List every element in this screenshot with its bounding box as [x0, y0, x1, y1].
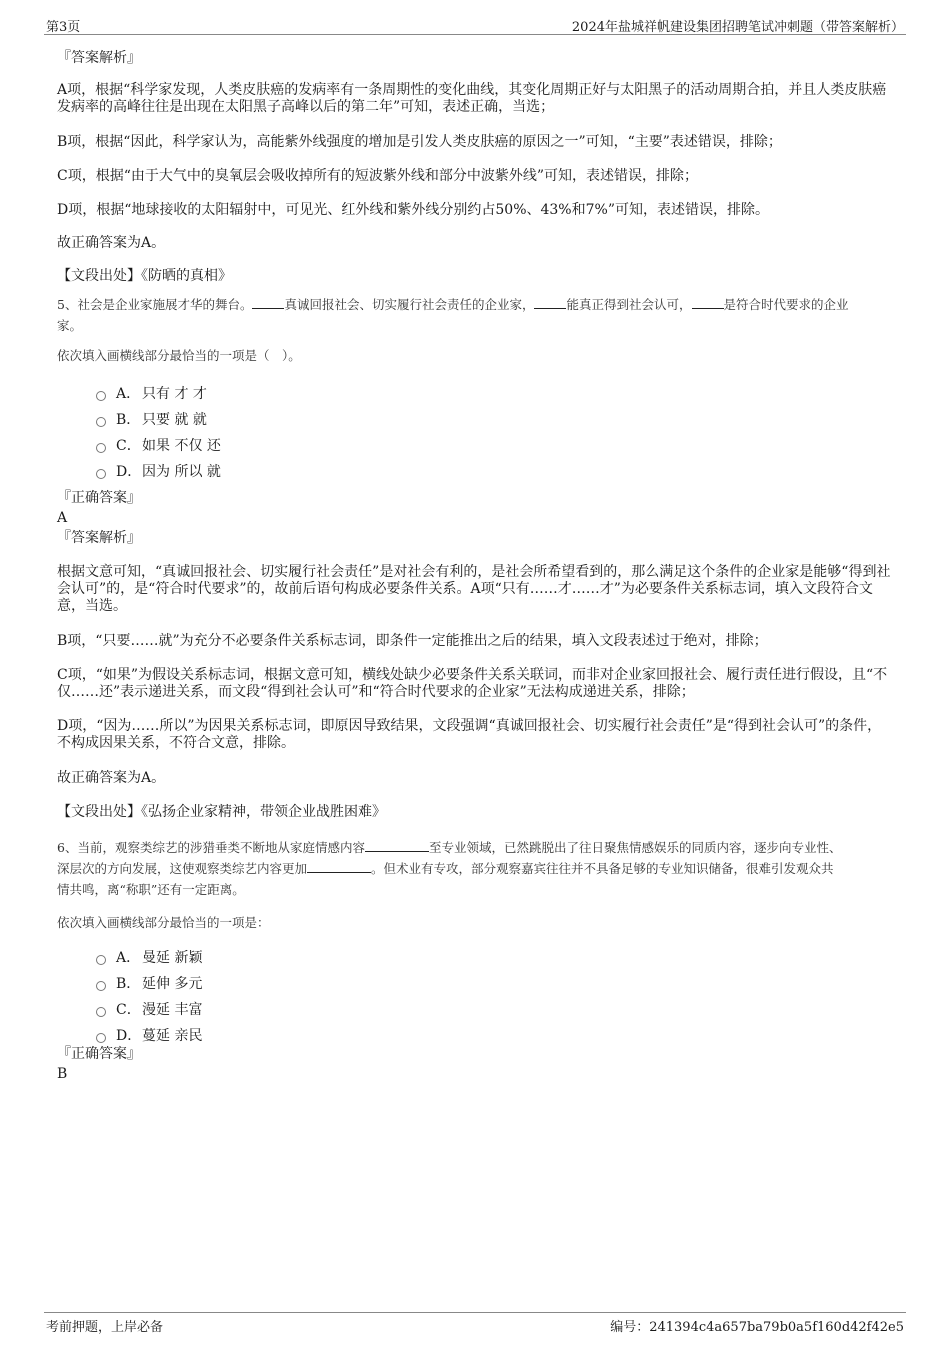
radio-icon[interactable] [96, 1007, 106, 1017]
q4-source: 【文段出处】《防晒的真相》 [57, 268, 232, 284]
radio-icon[interactable] [96, 443, 106, 453]
q6-option-c[interactable]: C． 漫延 丰富 [96, 1000, 202, 1020]
q4-analysis-c: C项，根据“由于大气中的臭氧层会吸收掉所有的短波紫外线和部分中波紫外线”可知，表述错误，排除； [57, 168, 699, 184]
footer-slogan: 考前押题，上岸必备 [46, 1320, 164, 1335]
q6-stem: 6、当前，观察类综艺的涉猎垂类不断地从家庭情感内容 至专业领域，已然跳脱出了往日聚焦情感娱乐的同质内容，逐步向专业性、 深层次的方向发展，这使观察类综艺内容更加 。但术业有专攻，部分观察嘉宾往往并不具备足够的专业知识储备，很难引发观众共 情共鸣，离“称职”还有一定距离。 [57, 840, 842, 897]
radio-icon[interactable] [96, 1033, 106, 1043]
q5-blank-1 [252, 295, 284, 309]
radio-icon[interactable] [96, 391, 106, 401]
q6-answer-label: 『正确答案』 [57, 1046, 141, 1062]
radio-icon[interactable] [96, 417, 106, 427]
q5-blank-2 [534, 295, 566, 309]
q5-conclusion: 故正确答案为A。 [57, 770, 166, 786]
q5-option-c[interactable]: C． 如果 不仅 还 [96, 436, 221, 456]
q5-option-b[interactable]: B． 只要 就 就 [96, 410, 207, 430]
q5-analysis-label: 『答案解析』 [57, 530, 141, 546]
q5-analysis-p4: D项，“因为……所以”为因果关系标志词，即原因导致结果，文段强调“真诚回报社会、切实履行社会责任”是“得到社会认可”的条件，不构成因果关系，不符合文意，排除。 [57, 718, 882, 751]
q4-analysis-a: A项，根据“科学家发现，人类皮肤癌的发病率有一条周期性的变化曲线，其变化周期正好与太阳黑子的活动周期合拍，并且人类皮肤癌发病率的高峰往往是出现在太阳黑子高峰以后的第二年”可知，表述正确，当选； [57, 82, 887, 115]
q6-blank-1 [365, 838, 429, 852]
q6-option-a[interactable]: A． 曼延 新颖 [96, 948, 202, 968]
radio-icon[interactable] [96, 955, 106, 965]
radio-icon[interactable] [96, 981, 106, 991]
q5-answer-label: 『正确答案』 [57, 490, 141, 506]
q5-option-d[interactable]: D． 因为 所以 就 [96, 462, 221, 482]
q5-answer: A [57, 510, 68, 526]
q6-option-d[interactable]: D． 蔓延 亲民 [96, 1026, 202, 1046]
q5-option-a[interactable]: A． 只有 才 才 [96, 384, 207, 404]
q6-answer: B [57, 1066, 68, 1082]
q5-stem: 5、社会是企业家施展才华的舞台。 真诚回报社会、切实履行社会责任的企业家， 能真正得到社会认可， 是符合时代要求的企业 家。 [57, 297, 849, 333]
q6-option-b[interactable]: B． 延伸 多元 [96, 974, 202, 994]
q6-prompt: 依次填入画横线部分最恰当的一项是： [57, 915, 270, 930]
document-title: 2024年盐城祥帆建设集团招聘笔试冲刺题（带答案解析） [571, 20, 904, 35]
q6-blank-2 [307, 859, 371, 873]
page-header [44, 14, 906, 35]
q5-analysis-p3: C项，“如果”为假设关系标志词，根据文意可知，横线处缺少必要条件关系关联词，而非对企业家回报社会、履行责任进行假设，且“不仅……还”表示递进关系，而文段“得到社会认可”和“符合时代要求的企业家”无法构成递进关系，排除； [57, 667, 888, 700]
page-number: 第3页 [46, 20, 81, 35]
q4-analysis-b: B项，根据“因此，科学家认为，高能紫外线强度的增加是引发人类皮肤癌的原因之一”可知，“主要”表述错误，排除； [57, 134, 782, 150]
document-id: 编号：241394c4a657ba79b0a5f160d42f42e5 [610, 1320, 904, 1335]
q4-analysis-d: D项，根据“地球接收的太阳辐射中，可见光、红外线和紫外线分别约占50%、43%和7%”可知，表述错误，排除。 [57, 202, 769, 218]
radio-icon[interactable] [96, 469, 106, 479]
q4-analysis-label: 『答案解析』 [57, 50, 141, 66]
q5-prompt: 依次填入画横线部分最恰当的一项是（ ）。 [57, 348, 301, 363]
q5-blank-3 [692, 295, 724, 309]
q4-conclusion: 故正确答案为A。 [57, 235, 166, 251]
q5-analysis-p1: 根据文意可知，“真诚回报社会、切实履行社会责任”是对社会有利的，是社会所希望看到的，那么满足这个条件的企业家是能够“得到社会认可”的，是“符合时代要求”的，故前后语句构成必要条件关系。A项“只有……才……才”为必要条件关系标志词，填入文段符合文意，当选。 [57, 564, 891, 614]
q5-analysis-p2: B项，“只要……就”为充分不必要条件关系标志词，即条件一定能推出之后的结果，填入文段表述过于绝对，排除； [57, 633, 768, 649]
q5-source: 【文段出处】《弘扬企业家精神，带领企业战胜困难》 [57, 804, 386, 820]
page-footer [44, 1312, 906, 1335]
